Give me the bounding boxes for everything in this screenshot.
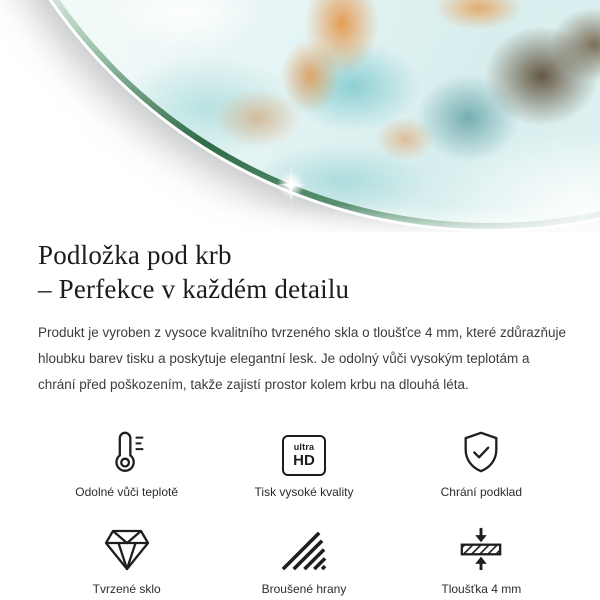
ultra-hd-text-bottom: HD	[293, 452, 315, 469]
feature-label: Tloušťka 4 mm	[441, 582, 522, 596]
ultra-hd-icon	[282, 426, 326, 476]
product-description: Produkt je vyroben z vysoce kvalitního tvrzeného skla o tloušťce 4 mm, které zdůrazňuje hloubku barev tisku a poskytuje elegantní lesk. Je odolný vůči vysokým teplotám a chrání před poškozením, takže zajistí prostor kolem krbu na dlouhá léta.	[38, 325, 567, 392]
feature-label: Chrání podklad	[440, 485, 523, 499]
sparkle-beam-vertical	[290, 167, 292, 205]
feature-heat-resistant	[38, 426, 215, 499]
title-line-2: – Perfekce v každém detailu	[38, 274, 350, 304]
feature-polished-edges	[215, 523, 392, 596]
feature-print-quality	[215, 426, 392, 499]
feature-protects-surface	[393, 426, 570, 499]
feature-thickness	[393, 523, 570, 596]
product-info-section	[0, 238, 600, 596]
product-image	[0, 0, 600, 232]
beveled-edges-icon	[280, 523, 327, 573]
feature-label: Broušené hrany	[261, 582, 347, 596]
title-line-1: Podložka pod krb	[38, 240, 232, 270]
feature-label: Tisk vysoké kvality	[254, 485, 354, 499]
page-title	[38, 238, 570, 306]
feature-label: Tvrzené sklo	[92, 582, 161, 596]
feature-tempered-glass	[38, 523, 215, 596]
sparkle-beam-horizontal	[276, 184, 306, 186]
sparkle-highlight	[276, 167, 306, 205]
diamond-icon	[103, 523, 151, 573]
ultra-hd-text-top: ultra	[293, 442, 315, 452]
shield-check-icon	[458, 426, 504, 476]
thermometer-icon	[104, 426, 150, 476]
thickness-icon	[458, 523, 504, 573]
feature-label: Odolné vůči teplotě	[75, 485, 179, 499]
features-grid	[38, 426, 570, 596]
